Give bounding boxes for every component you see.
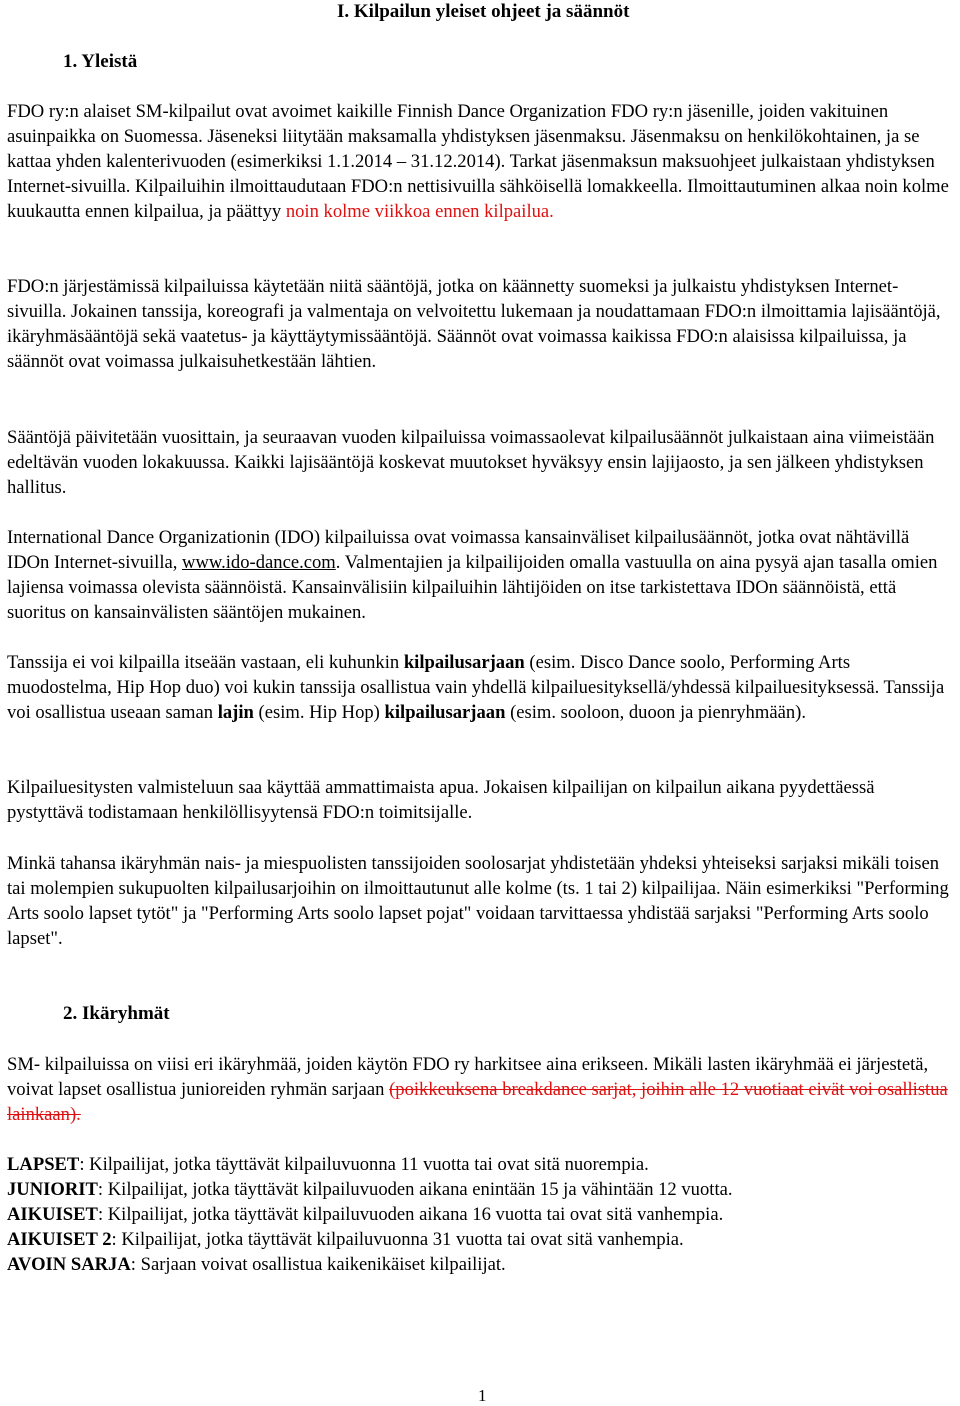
text-fragment: (esim. Hip Hop) — [253, 702, 385, 723]
paragraph-competition-series — [7, 650, 955, 725]
bold-term-series: kilpailusarjaan — [403, 652, 525, 673]
age-group-list — [7, 1152, 955, 1277]
age-group-item — [7, 1227, 955, 1252]
section-heading-general: 1. Yleistä — [63, 51, 138, 72]
age-group-desc: : Kilpailijat, jotka täyttävät kilpailuvuonna 31 vuotta tai ovat sitä vanhempia. — [111, 1229, 684, 1250]
struck-breakdance-note: (poikkeuksena breakdance sarjat, joihin alle 12 vuotiaat eivät voi osallistua lainkaan). — [7, 1079, 948, 1125]
registration-deadline-highlight: noin kolme viikkoa ennen kilpailua. — [285, 201, 554, 222]
paragraph-ido-text-before: International Dance Organizationin (IDO) kilpailuissa ovat voimassa kansainväliset kilpailusäännöt, jotka ovat nähtävillä IDOn Internet-sivuilla, — [7, 527, 910, 573]
age-group-desc: : Kilpailijat, jotka täyttävät kilpailuvuoden aikana 16 vuotta tai ovat sitä vanhempia. — [97, 1204, 724, 1225]
paragraph-ido-text-after: . Valmentajien ja kilpailijoiden omalla vastuulla on aina pysyä ajan tasalla omien lajiensa voimassa olevista säännöistä. Kansainvälisiin kilpailuihin lähtijöiden on itse tarkistettava IDOn säännöistä, että suoritus on kansainvälisten sääntöjen mukainen. — [7, 552, 938, 623]
age-group-name: AIKUISET — [7, 1204, 98, 1225]
age-group-desc: : Kilpailijat, jotka täyttävät kilpailuvuoden aikana enintään 15 ja vähintään 12 vuotta. — [97, 1179, 733, 1200]
age-group-name: AVOIN SARJA — [7, 1254, 131, 1275]
text-fragment: (esim. sooloon, duoon ja pienryhmään). — [505, 702, 806, 723]
paragraph-age-groups-text: SM- kilpailuissa on viisi eri ikäryhmää, joiden käytön FDO ry harkitsee aina erikseen. Mikäli lasten ikäryhmää ei järjestetä, voivat lapset osallistua junioreiden ryhmän sarjaan — [7, 1054, 929, 1100]
bold-term-series: kilpailusarjaan — [384, 702, 506, 723]
paragraph-membership-text: FDO ry:n alaiset SM-kilpailut ovat avoimet kaikille Finnish Dance Organization FDO ry:n jäsenille, joiden vakituinen asuinpaikka on Suomessa. Jäseneksi liitytään maksamalla yhdistyksen jäsenmaksu. Jäsenmaksu on henkilökohtainen, ja se kattaa yhden kalenterivuoden (esimerkiksi 1.1.2014 – 31.12.2014). Tarkat jäsenmaksun maksuohjeet julkaistaan yhdistyksen Internet-sivuilla. Kilpailuihin ilmoittaudutaan FDO:n nettisivuilla sähköisellä lomakkeella. Ilmoittautuminen alkaa noin kolme kuukautta ennen kilpailua, ja päättyy — [7, 101, 949, 222]
age-group-name: JUNIORIT — [7, 1179, 98, 1200]
page-number: 1 — [478, 1386, 487, 1405]
paragraph-membership — [7, 99, 955, 224]
age-group-name: LAPSET — [7, 1154, 80, 1175]
paragraph-solo-merging: Minkä tahansa ikäryhmän nais- ja miespuolisten tanssijoiden soolosarjat yhdistetään yhdeksi yhteiseksi sarjaksi mikäli toisen tai molempien sukupuolten kilpailusarjoihin on ilmoittautunut alle kolme (ts. 1 tai 2) kilpailijaa. Näin esimerkiksi "Performing Arts soolo lapset tytöt" ja "Performing Arts soolo lapset pojat" voidaan tarvittaessa yhdistää sarjaksi "Performing Arts soolo lapset". — [7, 853, 949, 949]
age-group-item — [7, 1152, 955, 1177]
age-group-item — [7, 1177, 955, 1202]
paragraph-rule-updates: Sääntöjä päivitetään vuosittain, ja seuraavan vuoden kilpailuissa voimassaolevat kilpailusäännöt julkaistaan aina viimeistään edeltävän vuoden lokakuussa. Kaikki lajisääntöjä koskevat muutokset hyväksyy ensin lajijaosto, ja sen jälkeen yhdistyksen hallitus. — [7, 427, 935, 498]
age-group-item — [7, 1202, 955, 1227]
text-fragment: (esim. Disco Dance soolo, Performing Arts muodostelma, Hip Hop duo) voi kukin tanssija osallistua vain yhdellä kilpailuesityksellä/yhdessä kilpailuesityksessä. Tanssija voi osallistua useaan saman — [7, 652, 945, 723]
paragraph-ido — [7, 525, 955, 625]
text-fragment: Tanssija ei voi kilpailla itseään vastaan, eli kuhunkin — [7, 652, 404, 673]
age-group-desc: : Sarjaan voivat osallistua kaikenikäiset kilpailijat. — [130, 1254, 506, 1275]
paragraph-preparation: Kilpailuesitysten valmisteluun saa käyttää ammattimaista apua. Jokaisen kilpailijan on kilpailun aikana pyydettäessä pystyttävä todistamaan henkilöllisyytensä FDO:n toimitsijalle. — [7, 777, 875, 823]
ido-website-link[interactable]: www.ido-dance.com — [182, 552, 336, 573]
age-group-name: AIKUISET 2 — [7, 1229, 112, 1250]
paragraph-age-groups-intro — [7, 1052, 955, 1127]
age-group-desc: : Kilpailijat, jotka täyttävät kilpailuvuonna 11 vuotta tai ovat sitä nuorempia. — [79, 1154, 649, 1175]
age-group-item — [7, 1252, 955, 1277]
paragraph-rules: FDO:n järjestämissä kilpailuissa käytetään niitä sääntöjä, jotka on käännetty suomeksi ja julkaistu yhdistyksen Internet-sivuilla. Jokainen tanssija, koreografi ja valmentaja on velvoitettu lukemaan ja noudattamaan FDO:n ilmoittamia lajisääntöjä, ikäryhmäsääntöjä sekä vaatetus- ja käyttäytymissääntöjä. Säännöt ovat voimassa kaikissa FDO:n alaisissa kilpailuissa, ja säännöt ovat voimassa julkaisuhetkestään lähtien. — [7, 276, 941, 372]
bold-term-genre: lajin — [217, 702, 254, 723]
section-heading-age-groups: 2. Ikäryhmät — [63, 1003, 170, 1024]
document-title: I. Kilpailun yleiset ohjeet ja säännöt — [337, 1, 630, 22]
